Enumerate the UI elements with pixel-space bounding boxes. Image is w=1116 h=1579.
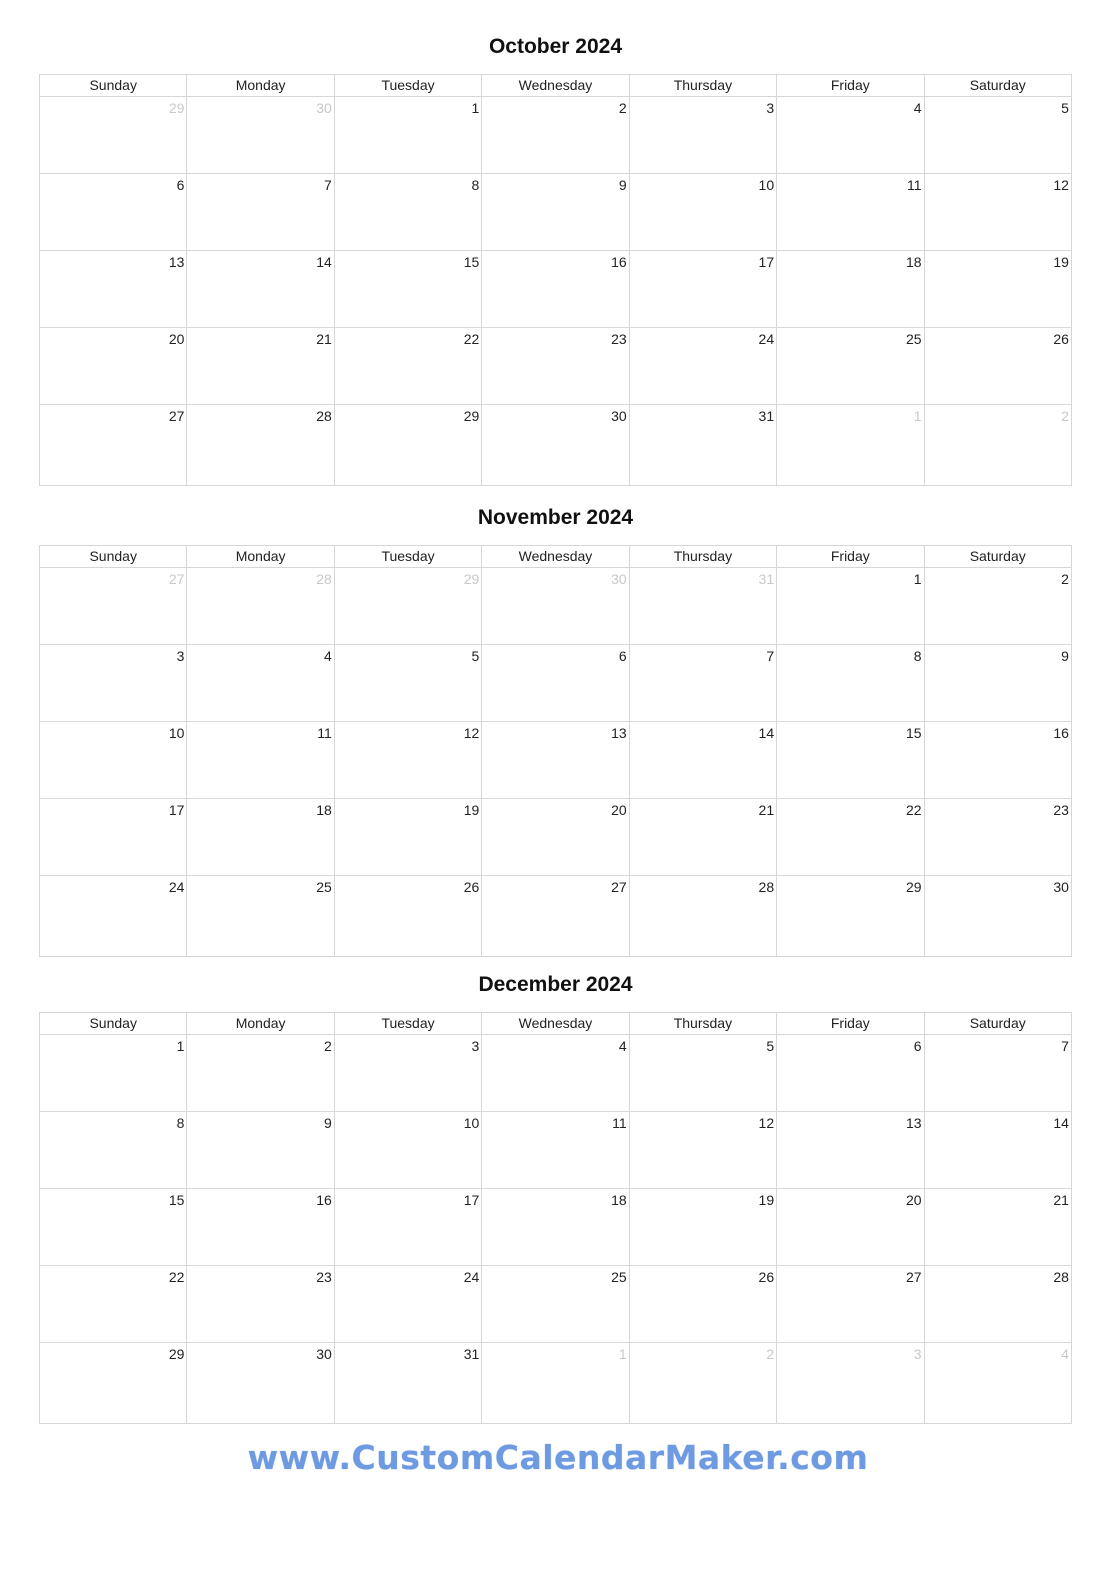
day-number: 6 — [913, 1038, 922, 1054]
day-cell-other-month — [776, 405, 923, 485]
day-cell — [924, 251, 1071, 327]
day-number: 6 — [618, 648, 627, 664]
day-cell — [629, 1112, 776, 1188]
day-cell — [481, 799, 628, 875]
weekday-header: Thursday — [629, 546, 776, 567]
day-cell — [629, 174, 776, 250]
day-number: 12 — [463, 725, 480, 741]
day-cell — [629, 1189, 776, 1265]
day-number: 18 — [316, 802, 332, 818]
day-number: 21 — [316, 331, 332, 347]
day-number: 20 — [611, 802, 627, 818]
day-number: 15 — [168, 1192, 185, 1208]
day-number: 7 — [324, 177, 332, 193]
day-cell — [481, 328, 628, 404]
day-number: 14 — [1053, 1115, 1069, 1131]
day-number: 23 — [316, 1269, 332, 1285]
day-number: 5 — [471, 648, 480, 664]
day-number: 3 — [176, 648, 185, 664]
day-number: 11 — [317, 725, 332, 741]
day-cell-other-month — [629, 1343, 776, 1423]
day-number: 7 — [766, 648, 775, 664]
day-cell — [40, 1035, 186, 1111]
day-cell-other-month — [924, 405, 1071, 485]
day-cell — [40, 799, 186, 875]
month-grid — [39, 1012, 1072, 1424]
day-cell — [186, 645, 333, 721]
day-number: 20 — [168, 331, 185, 347]
day-number: 13 — [168, 254, 185, 270]
week-row — [40, 327, 1071, 404]
day-number: 2 — [1061, 571, 1069, 587]
day-number: 12 — [758, 1115, 775, 1131]
day-number: 16 — [611, 254, 627, 270]
day-cell — [334, 1112, 481, 1188]
day-cell — [334, 1266, 481, 1342]
day-number: 4 — [913, 100, 922, 116]
day-number: 4 — [1061, 1346, 1069, 1362]
day-number: 8 — [913, 648, 922, 664]
day-cell — [776, 799, 923, 875]
day-cell — [629, 876, 776, 956]
day-number: 10 — [463, 1115, 480, 1131]
day-cell — [776, 722, 923, 798]
day-cell — [776, 97, 923, 173]
day-number: 25 — [905, 331, 922, 347]
weekday-header: Wednesday — [481, 1013, 628, 1034]
day-number: 24 — [463, 1269, 480, 1285]
month-title: November 2024 — [477, 506, 634, 529]
day-number: 31 — [463, 1346, 480, 1362]
day-number: 2 — [618, 100, 627, 116]
day-number: 28 — [316, 571, 332, 587]
day-number: 18 — [611, 1192, 627, 1208]
day-cell — [776, 1266, 923, 1342]
day-cell — [924, 722, 1071, 798]
week-row — [40, 798, 1071, 875]
day-cell — [40, 722, 186, 798]
day-cell — [40, 328, 186, 404]
weekday-header: Tuesday — [334, 1013, 481, 1034]
day-cell — [629, 799, 776, 875]
weekday-header: Saturday — [924, 1013, 1071, 1034]
day-cell-other-month — [40, 568, 186, 644]
day-cell — [40, 1112, 186, 1188]
day-cell — [40, 876, 186, 956]
weekday-header: Monday — [186, 546, 333, 567]
day-cell-other-month — [924, 1343, 1071, 1423]
day-cell — [629, 328, 776, 404]
weekday-header: Monday — [186, 1013, 333, 1034]
weekday-header: Sunday — [89, 548, 137, 564]
day-cell — [40, 1189, 186, 1265]
day-number: 8 — [176, 1115, 185, 1131]
day-cell — [334, 97, 481, 173]
week-row — [40, 1188, 1071, 1265]
day-cell — [924, 1266, 1071, 1342]
day-number: 22 — [168, 1269, 185, 1285]
day-cell — [334, 405, 481, 485]
day-number: 12 — [1053, 177, 1069, 193]
day-number: 3 — [766, 100, 775, 116]
day-number: 9 — [618, 177, 627, 193]
weekday-header: Tuesday — [334, 546, 481, 567]
day-number: 26 — [1053, 331, 1069, 347]
week-row — [40, 1035, 1071, 1111]
day-cell — [776, 568, 923, 644]
weekday-header: Sunday — [89, 77, 137, 93]
day-number: 9 — [324, 1115, 332, 1131]
week-row — [40, 250, 1071, 327]
day-cell — [629, 251, 776, 327]
day-number: 15 — [463, 254, 480, 270]
day-number: 21 — [758, 802, 775, 818]
weekday-header: Thursday — [629, 1013, 776, 1034]
day-number: 30 — [316, 1346, 332, 1362]
day-number: 31 — [758, 571, 775, 587]
day-number: 19 — [1053, 254, 1069, 270]
day-number: 20 — [905, 1192, 922, 1208]
day-number: 26 — [758, 1269, 775, 1285]
day-number: 28 — [316, 408, 332, 424]
day-number: 10 — [758, 177, 775, 193]
day-cell — [481, 645, 628, 721]
weekday-header: Friday — [776, 1013, 923, 1034]
month-grid — [39, 74, 1072, 486]
day-number: 1 — [913, 571, 922, 587]
day-number: 14 — [758, 725, 775, 741]
day-number: 29 — [168, 100, 185, 116]
day-number: 18 — [905, 254, 922, 270]
day-cell — [776, 251, 923, 327]
day-number: 13 — [905, 1115, 922, 1131]
weekday-header: Friday — [776, 546, 923, 567]
day-number: 29 — [905, 879, 922, 895]
weekday-header: Sunday — [89, 1015, 137, 1031]
week-row — [40, 404, 1071, 485]
day-cell — [481, 1035, 628, 1111]
day-cell — [334, 1189, 481, 1265]
day-number: 28 — [1053, 1269, 1069, 1285]
day-cell — [186, 1343, 333, 1423]
day-number: 11 — [612, 1115, 627, 1131]
day-cell — [629, 1035, 776, 1111]
day-cell — [776, 876, 923, 956]
day-cell — [40, 1266, 186, 1342]
day-cell — [481, 251, 628, 327]
week-row — [40, 173, 1071, 250]
month-grid — [39, 545, 1072, 957]
day-number: 2 — [1061, 408, 1069, 424]
day-cell — [776, 1189, 923, 1265]
day-number: 9 — [1061, 648, 1069, 664]
day-cell — [186, 1112, 333, 1188]
day-number: 10 — [168, 725, 185, 741]
day-cell — [186, 1266, 333, 1342]
day-cell — [629, 405, 776, 485]
day-number: 14 — [316, 254, 332, 270]
day-cell — [924, 97, 1071, 173]
day-cell — [334, 251, 481, 327]
day-cell — [924, 328, 1071, 404]
weekday-header: Wednesday — [481, 75, 628, 96]
day-cell — [776, 1112, 923, 1188]
day-cell — [186, 876, 333, 956]
week-row — [40, 1342, 1071, 1423]
day-cell — [481, 722, 628, 798]
day-number: 25 — [316, 879, 332, 895]
day-number: 4 — [324, 648, 332, 664]
day-number: 3 — [471, 1038, 480, 1054]
day-number: 24 — [758, 331, 775, 347]
day-cell — [629, 645, 776, 721]
week-row — [40, 97, 1071, 173]
day-cell-other-month — [776, 1343, 923, 1423]
day-cell — [334, 645, 481, 721]
day-cell — [334, 174, 481, 250]
day-cell-other-month — [186, 568, 333, 644]
day-cell — [629, 722, 776, 798]
day-number: 11 — [906, 177, 922, 193]
day-cell — [481, 174, 628, 250]
day-number: 27 — [168, 408, 185, 424]
day-cell — [924, 568, 1071, 644]
month-title: October 2024 — [488, 35, 623, 58]
day-cell — [776, 328, 923, 404]
week-row — [40, 644, 1071, 721]
day-number: 19 — [463, 802, 480, 818]
day-cell-other-month — [334, 568, 481, 644]
day-cell — [334, 876, 481, 956]
day-number: 30 — [611, 408, 627, 424]
day-number: 5 — [1061, 100, 1069, 116]
week-row — [40, 721, 1071, 798]
day-cell — [924, 1035, 1071, 1111]
weekday-header: Tuesday — [334, 75, 481, 96]
day-number: 17 — [758, 254, 775, 270]
day-cell — [186, 174, 333, 250]
day-number: 5 — [766, 1038, 775, 1054]
day-number: 30 — [1053, 879, 1069, 895]
week-row — [40, 568, 1071, 644]
day-cell — [776, 174, 923, 250]
day-number: 27 — [905, 1269, 922, 1285]
day-cell — [924, 645, 1071, 721]
day-number: 1 — [176, 1038, 185, 1054]
day-cell — [481, 1112, 628, 1188]
weekday-header: Monday — [186, 75, 333, 96]
day-number: 17 — [168, 802, 185, 818]
day-cell — [186, 722, 333, 798]
weekday-header-row — [40, 75, 1071, 97]
day-cell — [629, 1266, 776, 1342]
day-number: 1 — [471, 100, 480, 116]
day-cell — [40, 405, 186, 485]
weekday-header: Saturday — [924, 546, 1071, 567]
day-number: 26 — [463, 879, 480, 895]
day-number: 7 — [1061, 1038, 1069, 1054]
day-cell — [629, 97, 776, 173]
day-number: 30 — [316, 100, 332, 116]
day-cell — [186, 1189, 333, 1265]
day-number: 23 — [611, 331, 627, 347]
day-cell-other-month — [481, 568, 628, 644]
day-number: 2 — [766, 1346, 775, 1362]
day-cell — [334, 722, 481, 798]
day-number: 16 — [1053, 725, 1069, 741]
day-number: 17 — [463, 1192, 480, 1208]
day-cell — [924, 1189, 1071, 1265]
day-cell — [924, 174, 1071, 250]
day-cell — [481, 1189, 628, 1265]
website-watermark: www.CustomCalendarMaker.com — [247, 1438, 869, 1477]
month-title: December 2024 — [478, 973, 633, 996]
week-row — [40, 1265, 1071, 1342]
day-number: 15 — [905, 725, 922, 741]
day-number: 31 — [758, 408, 775, 424]
day-number: 6 — [176, 177, 185, 193]
day-cell — [40, 1343, 186, 1423]
day-cell — [334, 799, 481, 875]
day-cell — [924, 1112, 1071, 1188]
weekday-header-row — [40, 1013, 1071, 1035]
day-number: 16 — [316, 1192, 332, 1208]
day-number: 29 — [168, 1346, 185, 1362]
day-cell — [481, 405, 628, 485]
day-number: 4 — [618, 1038, 627, 1054]
day-number: 29 — [463, 571, 480, 587]
day-cell — [776, 1035, 923, 1111]
day-cell — [481, 97, 628, 173]
day-cell-other-month — [40, 97, 186, 173]
day-cell-other-month — [629, 568, 776, 644]
day-cell-other-month — [481, 1343, 628, 1423]
weekday-header: Wednesday — [481, 546, 628, 567]
day-cell — [186, 799, 333, 875]
day-cell — [40, 645, 186, 721]
weekday-header-row — [40, 546, 1071, 568]
day-number: 3 — [913, 1346, 922, 1362]
day-number: 25 — [611, 1269, 627, 1285]
day-cell — [481, 876, 628, 956]
day-cell — [186, 251, 333, 327]
day-number: 30 — [611, 571, 627, 587]
day-cell — [186, 328, 333, 404]
day-cell — [334, 328, 481, 404]
day-number: 22 — [463, 331, 480, 347]
day-cell — [186, 1035, 333, 1111]
day-cell — [186, 405, 333, 485]
day-number: 21 — [1053, 1192, 1069, 1208]
day-cell — [776, 645, 923, 721]
day-number: 1 — [618, 1346, 627, 1362]
day-cell — [481, 1266, 628, 1342]
day-number: 8 — [471, 177, 480, 193]
day-number: 27 — [611, 879, 627, 895]
day-number: 27 — [168, 571, 185, 587]
day-cell — [40, 251, 186, 327]
day-number: 13 — [611, 725, 627, 741]
day-cell — [334, 1343, 481, 1423]
week-row — [40, 875, 1071, 956]
day-cell — [924, 799, 1071, 875]
day-cell-other-month — [186, 97, 333, 173]
day-number: 24 — [168, 879, 185, 895]
day-number: 22 — [905, 802, 922, 818]
day-cell — [924, 876, 1071, 956]
week-row — [40, 1111, 1071, 1188]
day-number: 23 — [1053, 802, 1069, 818]
weekday-header: Friday — [776, 75, 923, 96]
day-cell — [334, 1035, 481, 1111]
day-number: 2 — [324, 1038, 332, 1054]
day-number: 28 — [758, 879, 775, 895]
weekday-header: Thursday — [629, 75, 776, 96]
day-number: 1 — [913, 408, 922, 424]
day-number: 29 — [463, 408, 480, 424]
day-number: 19 — [758, 1192, 775, 1208]
weekday-header: Saturday — [924, 75, 1071, 96]
day-cell — [40, 174, 186, 250]
